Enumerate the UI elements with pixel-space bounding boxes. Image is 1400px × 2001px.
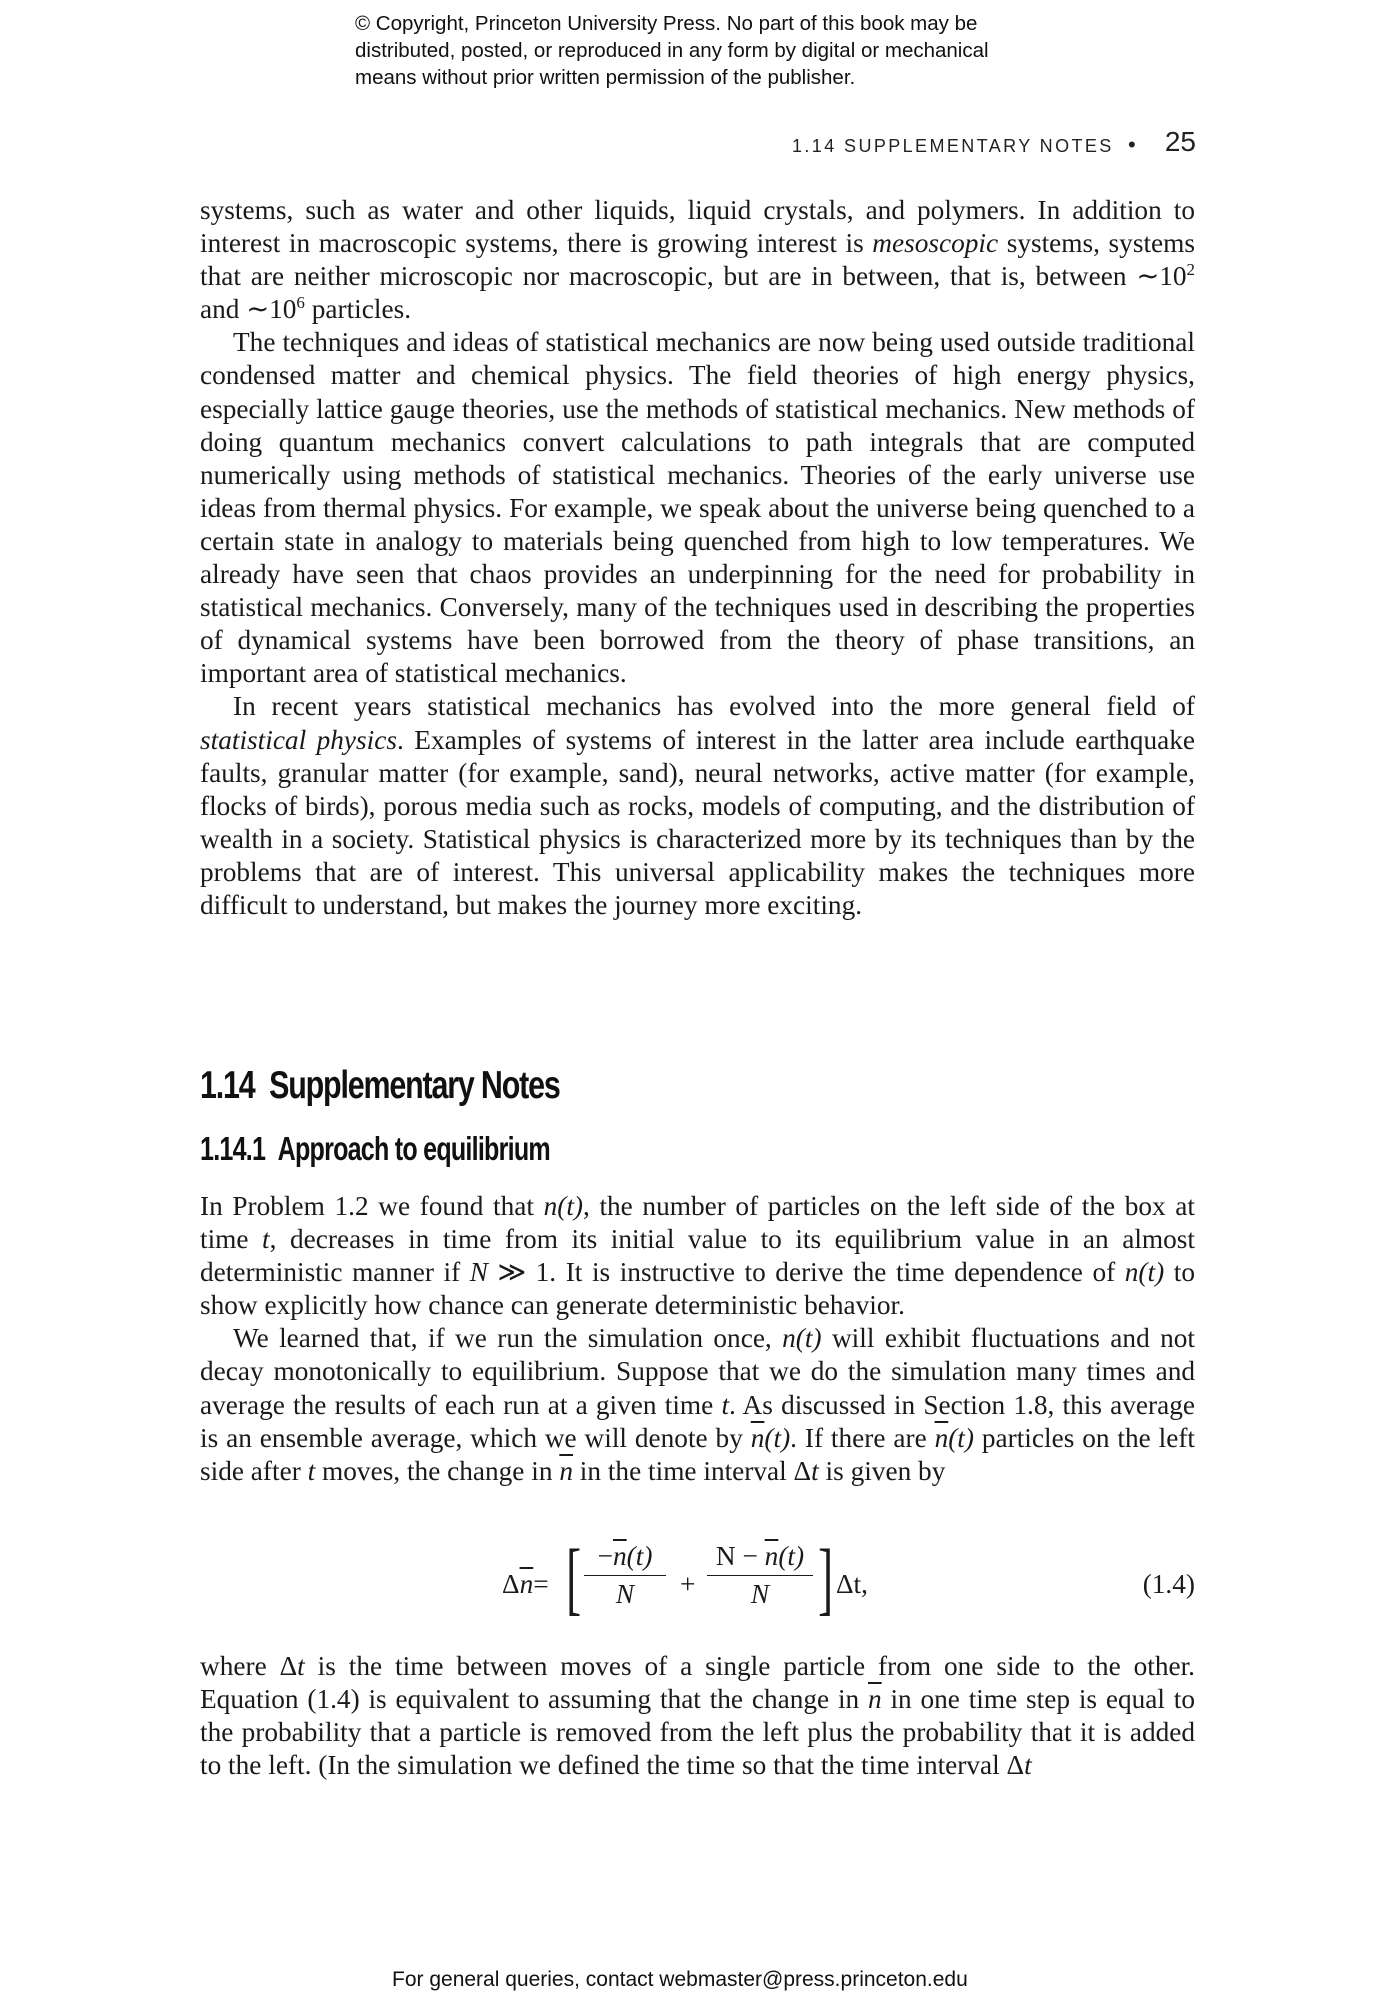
body-text-bottom xyxy=(200,1650,1195,1782)
subsection-heading xyxy=(200,1130,550,1168)
paragraph-where-dt: where Δt is the time between moves of a single particle from one side to the other. Equation (1.4) is equivalent to assuming that the change in $\overline{n}$ in one time step is equal to the probability that a particle is removed from the left plus the probability that it is added to the left. (In the simulation we defined the time so that the time interval Δt xyxy=(200,1651,1196,1781)
emphasis-mesoscopic: mesoscopic xyxy=(872,228,999,259)
equation-dt: Δt, xyxy=(836,1569,868,1599)
section-title: Supplementary Notes xyxy=(269,1064,560,1107)
running-head-title: 1.14 SUPPLEMENTARY NOTES xyxy=(792,136,1114,156)
body-text-top xyxy=(200,194,1195,922)
equation-lhs: $\Delta\overline{n}=$ xyxy=(502,1569,549,1599)
equation-fraction-1: $\frac{-\overline{n}(t)}{N}$ xyxy=(584,1541,666,1610)
running-head xyxy=(792,126,1196,160)
footer-contact: For general queries, contact webmaster@press.princeton.edu xyxy=(392,1968,968,1991)
paragraph-ensemble-average: We learned that, if we run the simulation once, n(t) will exhibit fluctuations and not decay monotonically to equilibrium. Suppose that we do the simulation many times and average the results of each run at a given time t. As discussed in Section 1.8, this average is an ensemble average, which we will denote by $\overline{n}(t)$. If there are $\overline{n}(t)$ particles on the left side after t moves, the change in $\overline{n}$ in the time interval Δt is given by xyxy=(200,1323,1195,1486)
section-heading xyxy=(200,1064,560,1108)
equation-left-bracket: [ xyxy=(566,1532,582,1623)
equation-plus: + xyxy=(680,1569,696,1599)
emphasis-statistical-physics: statistical physics xyxy=(200,724,397,755)
copyright-line-3: means without prior written permission of the publisher. xyxy=(355,66,856,89)
page-number: 25 xyxy=(1164,126,1196,157)
equation-number: (1.4) xyxy=(1142,1569,1195,1599)
section-number: 1.14 xyxy=(200,1064,255,1107)
running-head-bullet: • xyxy=(1128,132,1136,157)
paragraph-techniques: The techniques and ideas of statistical mechanics are now being used outside traditional condensed matter and chemical physics. The field theories of high energy physics, especially lattice gauge theories, use the methods of statistical mechanics. New methods of doing quantum mechanics convert calculations to path integrals that are computed numerically using methods of statistical mechanics. Theories of the early universe use ideas from thermal physics. For example, we speak about the universe being quenched to a certain state in analogy to materials being quenched from high to low temperatures. We already have seen that chaos provides an underpinning for the need for probability in statistical mechanics. Conversely, many of the techniques used in describing the properties of dynamical systems have been borrowed from the theory of phase transitions, an important area of statistical mechanics. xyxy=(200,327,1195,689)
paragraph-problem-1-2: In Problem 1.2 we found that n(t), the number of particles on the left side of the box at time t, decreases in time from its initial value to its equilibrium value in an almost deterministic manner if N ≫ 1. It is instructive to derive the time dependence of n(t) to show explicitly how chance can generate deterministic behavior. xyxy=(200,1191,1196,1321)
paragraph-mesoscopic: systems, such as water and other liquids, liquid crystals, and polymers. In addition to interest in macroscopic systems, there is growing interest is mesoscopic systems, systems that are neither microscopic nor macroscopic, but are in between, that is, between $\sim 10^2$ and $\sim 10^6$ particles. xyxy=(200,195,1196,325)
equation-1-4 xyxy=(500,1532,1195,1635)
subsection-number: 1.14.1 xyxy=(200,1130,266,1167)
subsection-title: Approach to equilibrium xyxy=(277,1130,550,1167)
body-text-middle xyxy=(200,1190,1195,1488)
equation-right-bracket: ] xyxy=(818,1532,834,1623)
copyright-line-1: © Copyright, Princeton University Press. No part of this book may be xyxy=(355,12,978,35)
copyright-line-2: distributed, posted, or reproduced in any form by digital or mechanical xyxy=(355,39,989,62)
paragraph-statistical-physics: In recent years statistical mechanics has evolved into the more general field of statistical physics. Examples of systems of interest in the latter area include earthquake faults, granular matter (for example, sand), neural networks, active matter (for example, flocks of birds), porous media such as rocks, models of computing, and the distribution of wealth in a society. Statistical physics is characterized more by its techniques than by the problems that are of interest. This universal applicability makes the techniques more difficult to understand, but makes the journey more exciting. xyxy=(200,691,1195,920)
equation-fraction-2: $\frac{N - \overline{n}(t)}{N}$ xyxy=(707,1541,813,1610)
copyright-notice xyxy=(355,10,1095,91)
